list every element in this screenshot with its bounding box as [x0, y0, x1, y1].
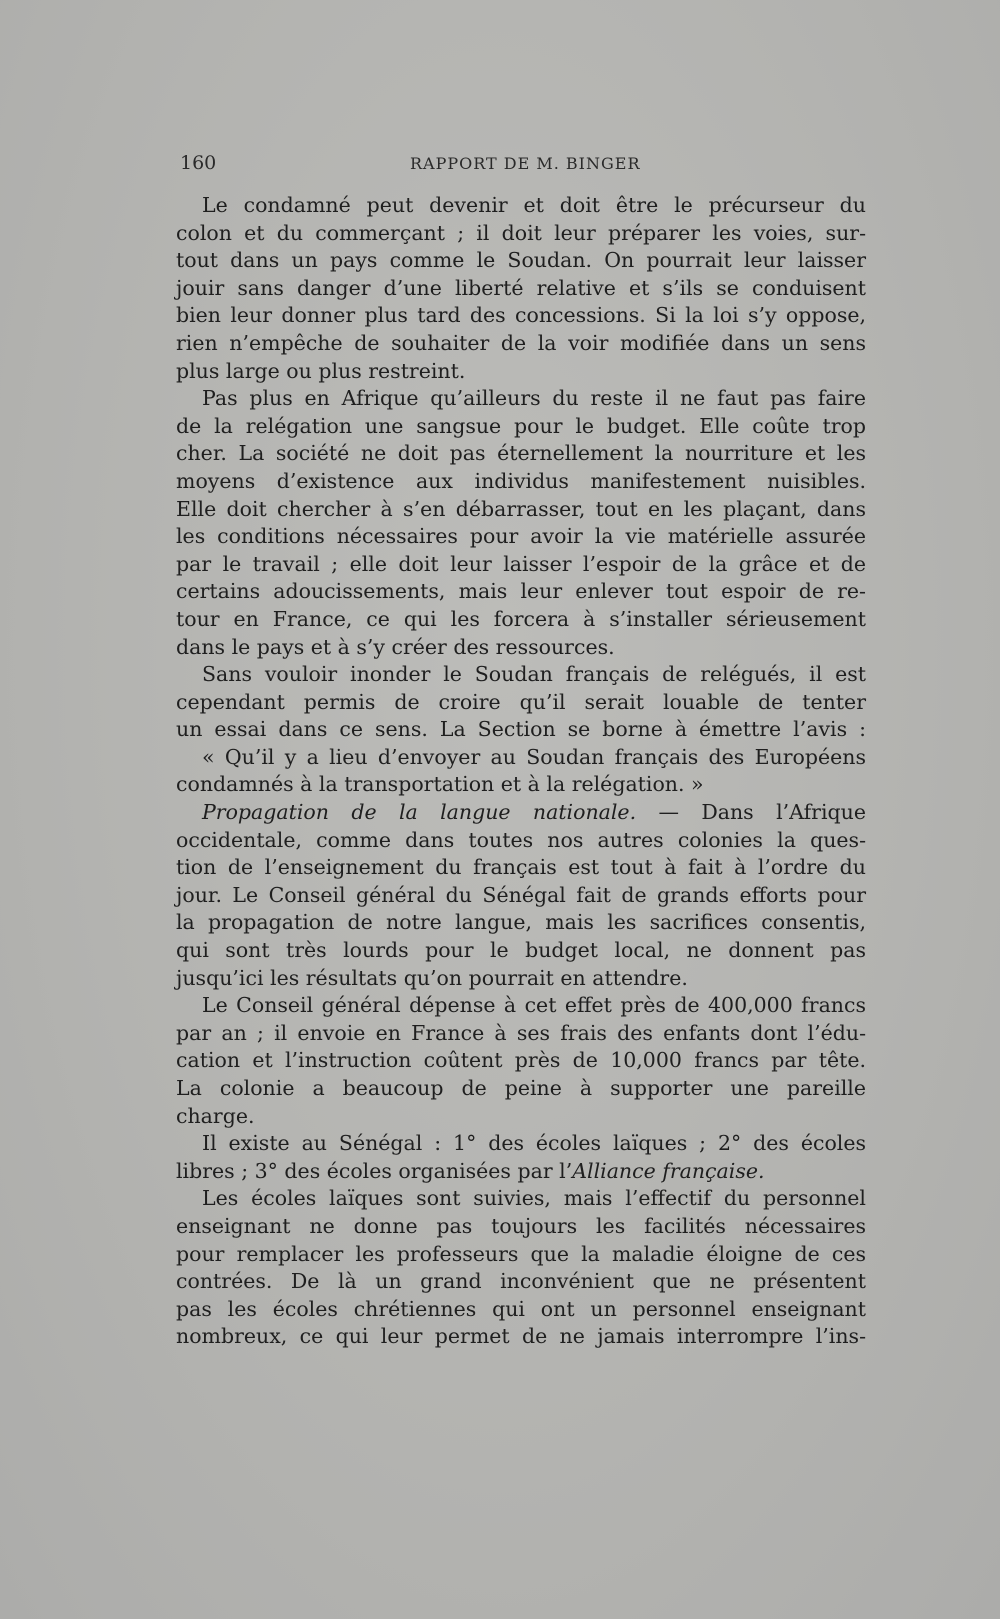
- text-line: cher. La société ne doit pas éternellement la nourriture et les: [176, 441, 866, 466]
- italic-text: Propagation de la langue nationale.: [202, 800, 637, 825]
- text-line: enseignant ne donne pas toujours les facilités nécessaires: [176, 1213, 866, 1238]
- text-line: rien n’empêche de souhaiter de la voir modifiée dans un sens: [176, 330, 866, 355]
- text-line: cation et l’instruction coûtent près de 10,000 francs par tête.: [176, 1048, 866, 1073]
- text-line: Le condamné peut devenir et doit être le précurseur du: [202, 193, 866, 217]
- text-line: libres ; 3° des écoles organisées par l’Alliance française.: [176, 1158, 765, 1183]
- text-line: pour remplacer les professeurs que la maladie éloigne de ces: [176, 1241, 866, 1266]
- text-line: jouir sans danger d’une liberté relative et s’ils se conduisent: [176, 275, 866, 300]
- text-line: Les écoles laïques sont suivies, mais l’effectif du personnel: [202, 1186, 866, 1211]
- text-line: de la relégation une sangsue pour le budget. Elle coûte trop: [176, 413, 866, 438]
- italic-text: Alliance française.: [572, 1158, 765, 1183]
- text-line: jour. Le Conseil général du Sénégal fait de grands efforts pour: [176, 882, 866, 907]
- text-line: par le travail ; elle doit leur laisser l’espoir de la grâce et de: [176, 551, 866, 576]
- text-line: qui sont très lourds pour le budget local, ne donnent pas: [176, 938, 866, 963]
- text-line: bien leur donner plus tard des concessions. Si la loi s’y oppose,: [176, 303, 866, 328]
- text-line: un essai dans ce sens. La Section se borne à émettre l’avis :: [176, 717, 866, 742]
- text-line: Il existe au Sénégal : 1° des écoles laïques ; 2° des écoles: [202, 1131, 866, 1156]
- text-line: tion de l’enseignement du français est tout à fait à l’ordre du: [176, 855, 866, 880]
- text-line: dans le pays et à s’y créer des ressources.: [176, 634, 615, 659]
- text-line: la propagation de notre langue, mais les sacrifices consentis,: [176, 910, 866, 935]
- text-line: Sans vouloir inonder le Soudan français de relégués, il est: [202, 662, 866, 687]
- text-line: contrées. De là un grand inconvénient que ne présentent: [176, 1269, 866, 1294]
- text-line: colon et du commerçant ; il doit leur préparer les voies, sur-: [176, 220, 866, 245]
- text-line: pas les écoles chrétiennes qui ont un personnel enseignant: [176, 1296, 866, 1321]
- text-line: certains adoucissements, mais leur enlever tout espoir de re-: [176, 579, 866, 604]
- text-line: cependant permis de croire qu’il serait louable de tenter: [176, 689, 866, 714]
- running-head: RAPPORT DE M. BINGER: [410, 154, 641, 173]
- text-line: « Qu’il y a lieu d’envoyer au Soudan français des Européens: [202, 744, 866, 769]
- text-line: La colonie a beaucoup de peine à supporter une pareille: [176, 1076, 866, 1100]
- text-line: occidentale, comme dans toutes nos autres colonies la ques-: [176, 827, 866, 852]
- body-text: [176, 192, 866, 1351]
- text-line: jusqu’ici les résultats qu’on pourrait en attendre.: [176, 965, 688, 990]
- text-line: Le Conseil général dépense à cet effet près de 400,000 francs: [202, 993, 866, 1018]
- text-line: tour en France, ce qui les forcera à s’installer sérieusement: [176, 606, 866, 631]
- text-line: par an ; il envoie en France à ses frais des enfants dont l’édu-: [176, 1020, 866, 1045]
- text-line: Pas plus en Afrique qu’ailleurs du reste il ne faut pas faire: [202, 386, 866, 411]
- page-number: 160: [180, 152, 217, 174]
- text-line: nombreux, ce qui leur permet de ne jamais interrompre l’ins-: [176, 1324, 866, 1349]
- text-line: moyens d’existence aux individus manifestement nuisibles.: [176, 468, 866, 493]
- page-header: [180, 152, 864, 176]
- text-line: charge.: [176, 1103, 255, 1128]
- text-line: Elle doit chercher à s’en débarrasser, tout en les plaçant, dans: [176, 496, 866, 521]
- text-line: Propagation de la langue nationale. — Dans l’Afrique: [202, 800, 866, 825]
- text-line: plus large ou plus restreint.: [176, 358, 466, 383]
- text-line: condamnés à la transportation et à la relégation. »: [176, 772, 704, 797]
- text-line: les conditions nécessaires pour avoir la vie matérielle assurée: [176, 524, 866, 549]
- text-line: tout dans un pays comme le Soudan. On pourrait leur laisser: [176, 248, 866, 273]
